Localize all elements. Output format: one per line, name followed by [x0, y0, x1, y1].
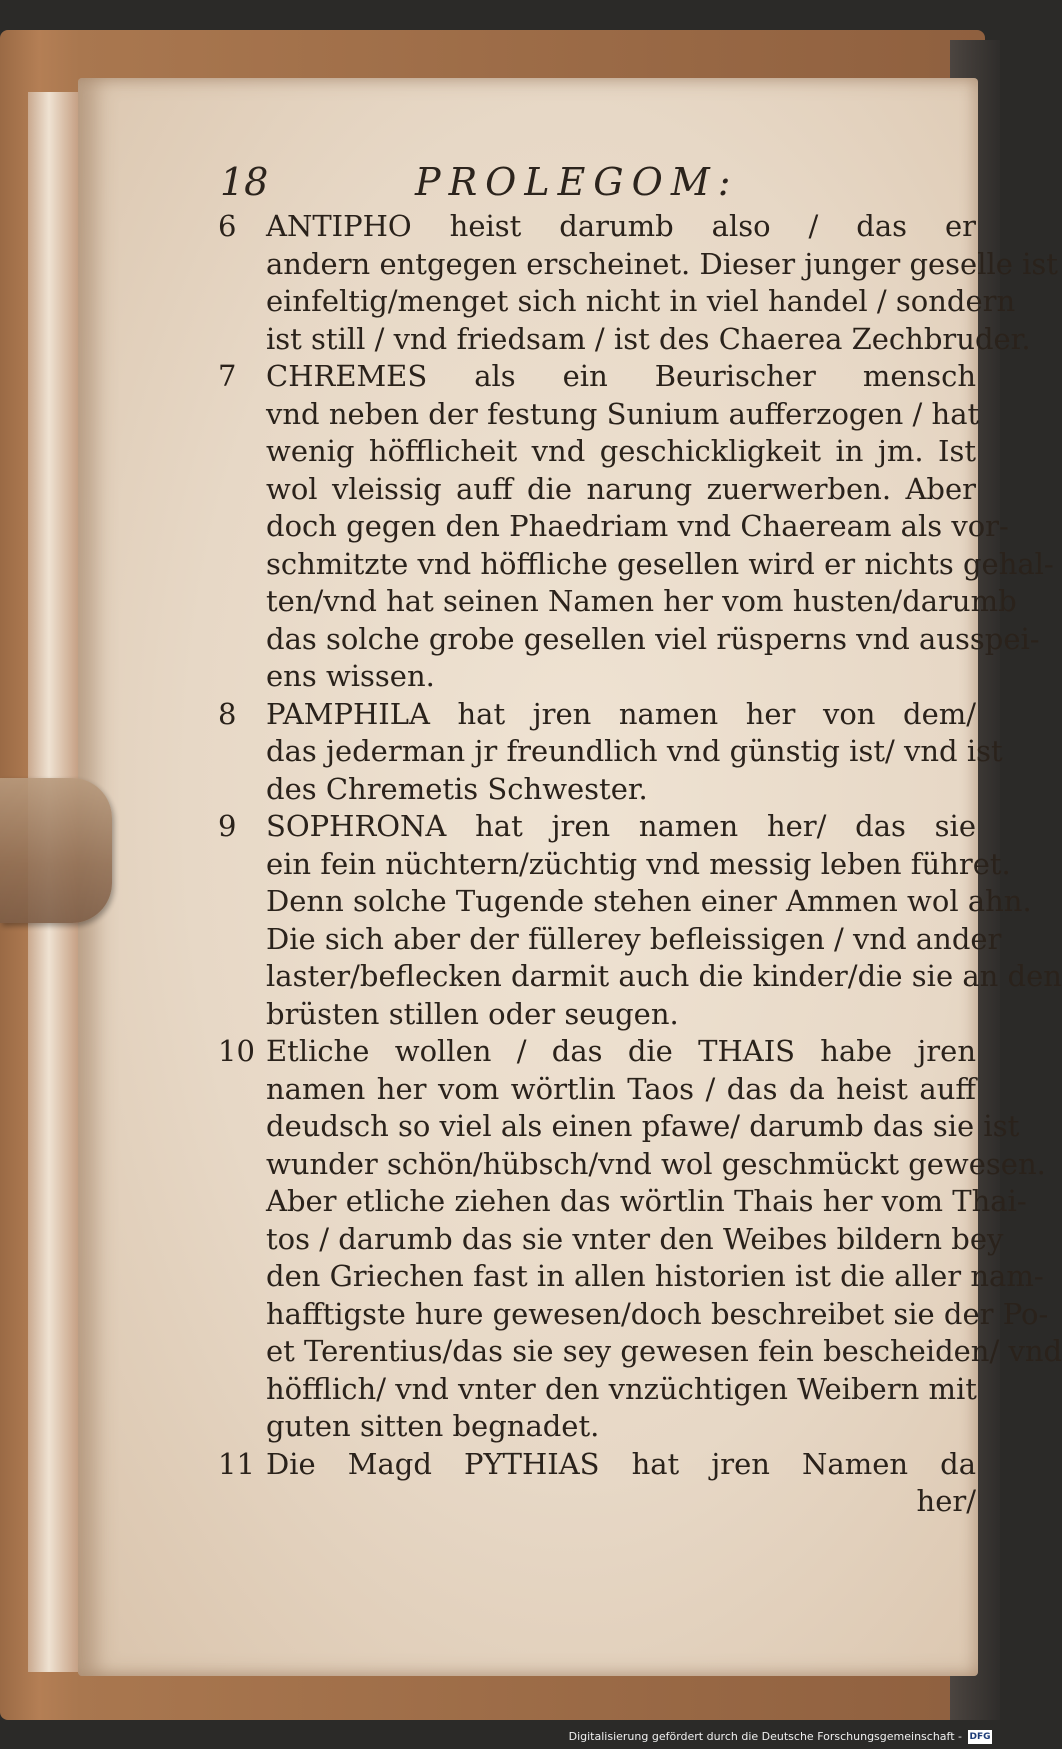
- text-line: [218, 1408, 976, 1446]
- line-text: brüsten stillen oder seugen.: [266, 996, 679, 1031]
- text-line: [218, 433, 976, 471]
- text-line: [218, 1483, 976, 1521]
- line-text: PAMPHILA hat jren namen her von dem/: [266, 696, 976, 731]
- line-text: das solche grobe gesellen viel rüsperns vnd ausspei-: [266, 621, 1040, 656]
- text-line: [218, 696, 976, 734]
- text-line: [218, 771, 976, 809]
- line-text: wol vleissig auff die narung zuerwerben. Aber: [266, 471, 976, 506]
- text-line: [218, 846, 1011, 884]
- text-line: [218, 1033, 976, 1071]
- text-line: [218, 246, 1058, 284]
- text-line: [218, 658, 976, 696]
- line-text: tos / darumb das sie vnter den Weibes bildern bey: [266, 1221, 1004, 1256]
- text-line: [218, 1221, 1004, 1259]
- line-text: ens wissen.: [266, 659, 435, 693]
- text-line: [218, 546, 1054, 584]
- text-line: [218, 958, 1062, 996]
- line-text: vnd neben der festung Sunium aufferzogen / hat: [266, 396, 980, 431]
- page-tab-marker: [0, 778, 112, 923]
- text-line: [218, 733, 1003, 771]
- text-line: [218, 996, 976, 1034]
- line-text: her/: [916, 1484, 976, 1518]
- text-line: [218, 583, 1017, 621]
- line-text: et Terentius/das sie sey gewesen fein bescheiden/ vnd: [266, 1334, 1062, 1368]
- line-text: einfeltig/menget sich nicht in viel handel / sondern: [266, 284, 1016, 318]
- line-text: hafftigste hure gewesen/doch beschreibet sie der Po-: [266, 1296, 1049, 1331]
- line-text: Etliche wollen / das die THAIS habe jren: [266, 1034, 976, 1068]
- page-number: 18: [220, 160, 269, 204]
- text-line: [218, 1071, 976, 1109]
- section-number: 11: [218, 1446, 255, 1481]
- line-text: namen her vom wörtlin Taos / das da heist auff: [266, 1071, 976, 1106]
- line-text: ist still / vnd friedsam / ist des Chaerea Zechbruder.: [266, 321, 1031, 356]
- line-text: höfflich/ vnd vnter den vnzüchtigen Weibern mit: [266, 1371, 977, 1406]
- text-line: [218, 321, 1031, 359]
- body-text: [218, 208, 1062, 1521]
- line-text: Denn solche Tugende stehen einer Ammen wol ahn.: [266, 884, 1032, 918]
- line-text: ein fein nüchtern/züchtig vnd messig leben führet.: [266, 846, 1011, 881]
- page-header: [220, 160, 980, 206]
- text-line: [218, 208, 976, 246]
- line-text: doch gegen den Phaedriam vnd Chaeream als vor-: [266, 509, 1009, 543]
- digitization-credit: Digitalisierung gefördert durch die Deutsche Forschungsgemeinschaft -: [568, 1730, 962, 1743]
- line-text: den Griechen fast in allen historien ist die aller nam-: [266, 1259, 1044, 1293]
- text-line: [218, 1371, 976, 1409]
- text-line: [218, 1446, 976, 1484]
- line-text: andern entgegen erscheinet. Dieser junger geselle ist: [266, 246, 1058, 281]
- line-text: schmitzte vnd höffliche gesellen wird er nichts gehal-: [266, 546, 1054, 581]
- text-line: [218, 358, 976, 396]
- running-head: PROLEGOM:: [415, 160, 739, 204]
- line-text: Aber etliche ziehen das wörtlin Thais her vom Thai-: [266, 1184, 1027, 1218]
- line-text: ten/vnd hat seinen Namen her vom husten/darumb: [266, 584, 1017, 618]
- section-number: 6: [218, 209, 237, 243]
- line-text: des Chremetis Schwester.: [266, 771, 648, 806]
- line-text: wunder schön/hübsch/vnd wol geschmückt gewesen.: [266, 1146, 1046, 1181]
- text-line: [218, 808, 976, 846]
- text-line: [218, 508, 1009, 546]
- text-line: [218, 396, 980, 434]
- text-line: [218, 621, 1040, 659]
- text-line: [218, 1296, 1049, 1334]
- text-line: [218, 1183, 1027, 1221]
- line-text: deudsch so viel als einen pfawe/ darumb das sie ist: [266, 1109, 1020, 1143]
- text-line: [218, 921, 1002, 959]
- text-line: [218, 283, 1016, 321]
- section-number: 7: [218, 359, 237, 393]
- text-line: [218, 1333, 1062, 1371]
- text-line: [218, 471, 976, 509]
- line-text: das jederman jr freundlich vnd günstig ist/ vnd ist: [266, 734, 1003, 768]
- text-line: [218, 1258, 1044, 1296]
- line-text: ANTIPHO heist darumb also / das er: [266, 209, 976, 243]
- line-text: wenig höfflicheit vnd geschickligkeit in jm. Ist: [266, 434, 976, 468]
- text-line: [218, 883, 1032, 921]
- line-text: laster/beflecken darmit auch die kinder/die sie an den: [266, 959, 1062, 993]
- line-text: CHREMES als ein Beurischer mensch: [266, 359, 976, 393]
- line-text: Die Magd PYTHIAS hat jren Namen da: [266, 1446, 976, 1481]
- line-text: Die sich aber der füllerey befleissigen / vnd ander: [266, 921, 1002, 956]
- section-number: 9: [218, 809, 237, 843]
- text-line: [218, 1108, 1020, 1146]
- section-number: 10: [218, 1034, 255, 1068]
- line-text: SOPHRONA hat jren namen her/ das sie: [266, 809, 976, 843]
- line-text: guten sitten begnadet.: [266, 1409, 600, 1443]
- text-line: [218, 1146, 1046, 1184]
- dfg-logo: DFG: [969, 1732, 991, 1742]
- section-number: 8: [218, 696, 237, 731]
